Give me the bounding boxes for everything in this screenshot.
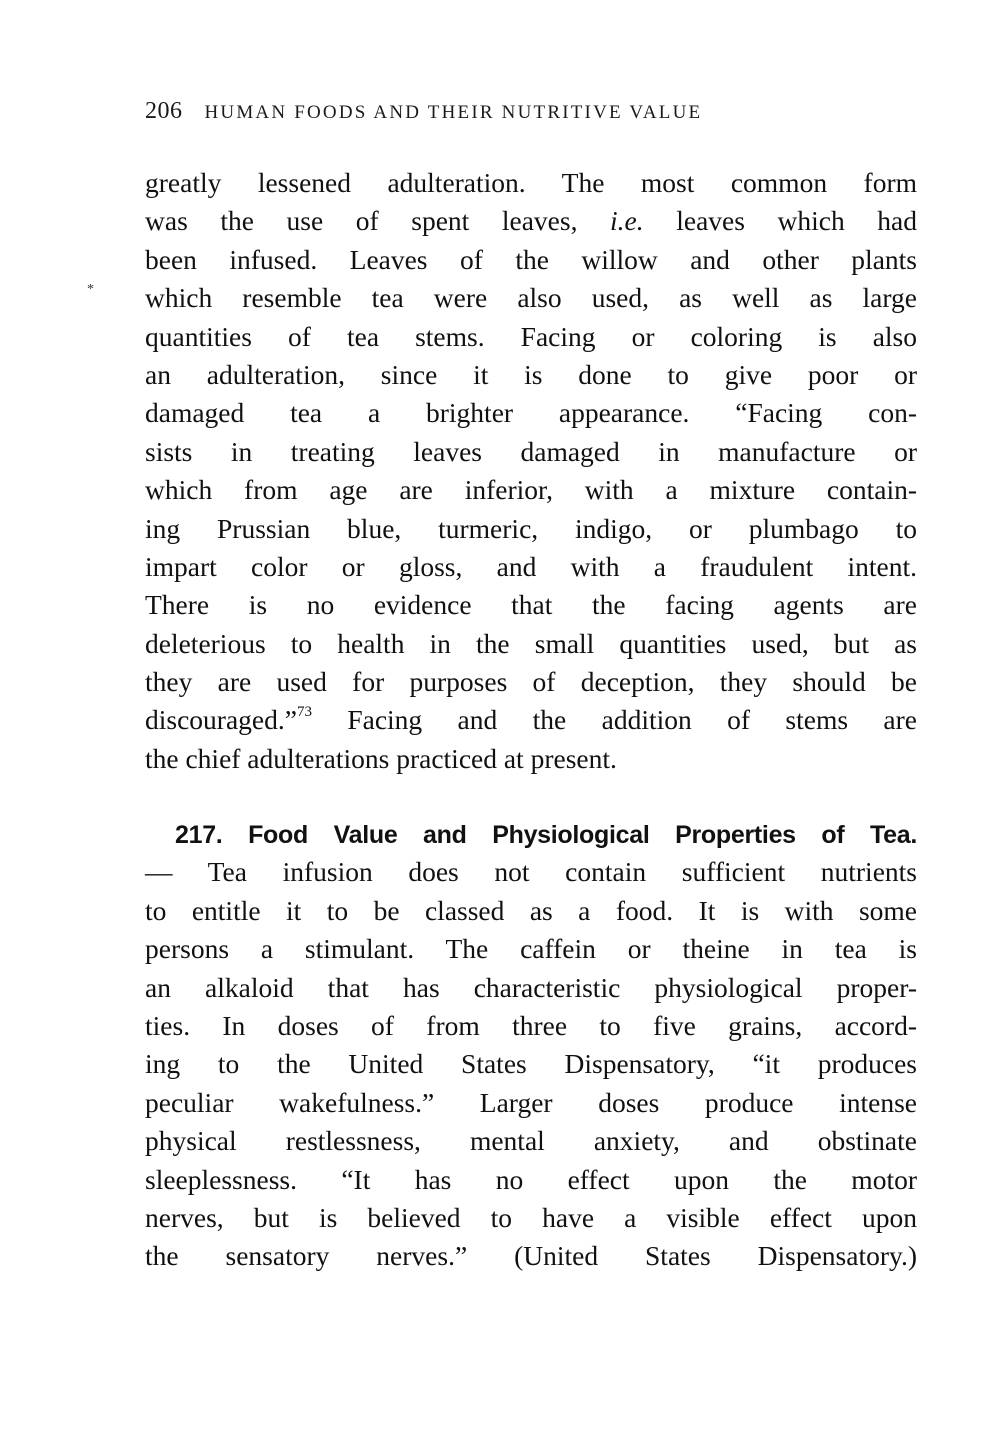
text-line: persons a stimulant. The caffein or theine in tea is xyxy=(145,933,917,965)
footnote-ref: 73 xyxy=(296,704,312,721)
margin-mark: * xyxy=(87,282,94,297)
text-line: been infused. Leaves of the willow and other plants xyxy=(145,243,917,275)
page-number: 206 xyxy=(145,98,183,124)
text-line: physical restlessness, mental anxiety, and obstinate xyxy=(145,1125,917,1157)
text-line: ties. In doses of from three to five grains, accord- xyxy=(145,1009,917,1041)
text-line: There is no evidence that the facing agents are xyxy=(145,589,917,621)
text-line: deleterious to health in the small quantities used, but as xyxy=(145,627,917,659)
text-line: which resemble tea were also used, as well as large xyxy=(145,282,917,314)
text-line: sists in treating leaves damaged in manufacture or xyxy=(145,435,917,467)
text-line: they are used for purposes of deception, they should be xyxy=(145,666,917,698)
section-heading: 217. Food Value and Physiological Properties of Tea. xyxy=(175,821,917,849)
text-line: ing Prussian blue, turmeric, indigo, or plumbago to xyxy=(145,512,917,544)
text-line: quantities of tea stems. Facing or coloring is also xyxy=(145,320,917,352)
text-line: an adulteration, since it is done to give poor or xyxy=(145,358,917,390)
running-header xyxy=(145,98,915,134)
text-line: — Tea infusion does not contain sufficient nutrients xyxy=(145,856,917,888)
text-line: peculiar wakefulness.” Larger doses produce intense xyxy=(145,1086,917,1118)
text-line: was the use of spent leaves, i.e. leaves which had xyxy=(145,205,917,237)
text-line: nerves, but is believed to have a visible effect upon xyxy=(145,1201,917,1233)
text-line: the chief adulterations practiced at present. xyxy=(145,742,617,774)
text-line: discouraged.”$^{73}$ Facing and the addition of stems are xyxy=(145,704,917,736)
text-line: damaged tea a brighter appearance. “Facing con- xyxy=(145,397,917,429)
running-title: HUMAN FOODS AND THEIR NUTRITIVE VALUE xyxy=(204,102,703,123)
text-line: the sensatory nerves.” (United States Dispensatory.) xyxy=(145,1240,917,1272)
italic-abbrev: i.e. xyxy=(610,205,644,237)
paragraph-adulteration xyxy=(145,164,917,778)
text-line: to entitle it to be classed as a food. It is with some xyxy=(145,894,917,926)
text-line: greatly lessened adulteration. The most common form xyxy=(145,167,917,198)
text-line: ing to the United States Dispensatory, “it produces xyxy=(145,1048,917,1080)
text-line: impart color or gloss, and with a fraudulent intent. xyxy=(145,550,917,582)
text-line: sleeplessness. “It has no effect upon the motor xyxy=(145,1163,917,1195)
text-line: an alkaloid that has characteristic physiological proper- xyxy=(145,971,917,1003)
section-217 xyxy=(145,815,917,1276)
text-line: which from age are inferior, with a mixture contain- xyxy=(145,474,917,506)
